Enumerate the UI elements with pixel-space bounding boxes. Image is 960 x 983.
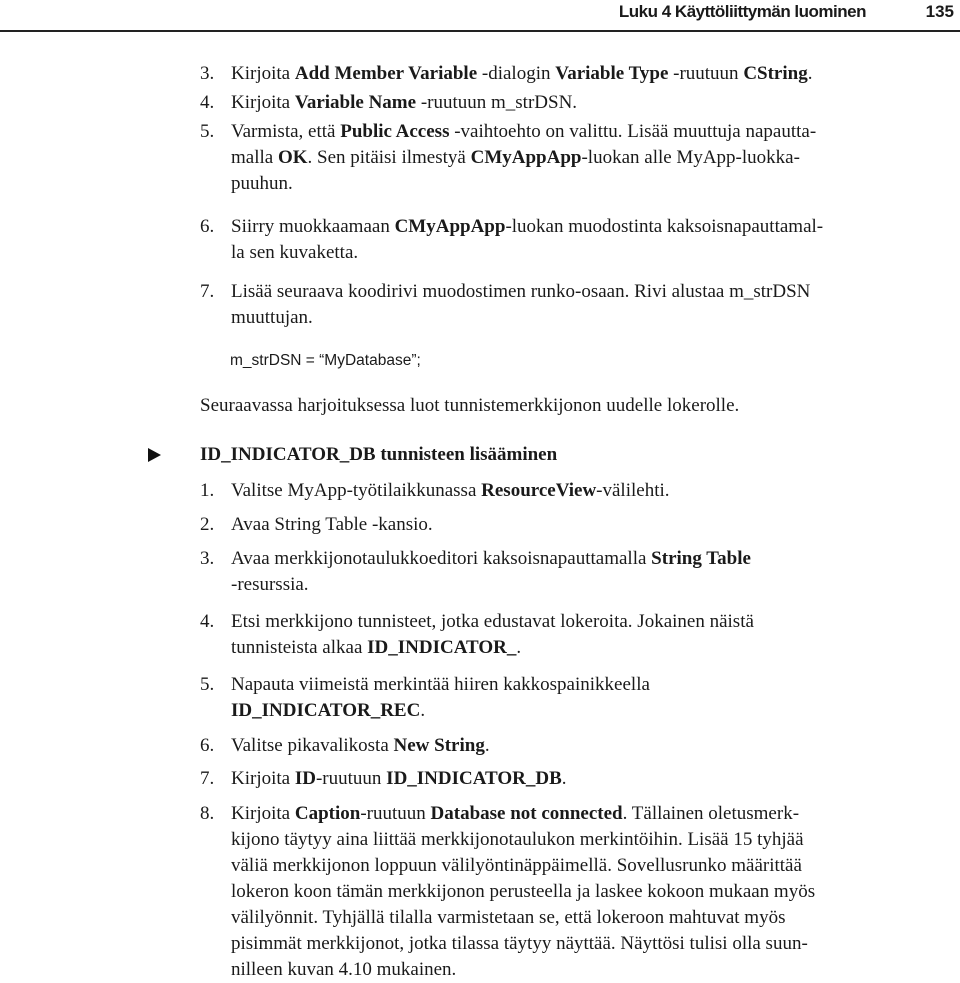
step-text-part: -luokan alle MyApp-luokka- xyxy=(581,147,800,168)
step-text xyxy=(231,609,940,661)
list-item xyxy=(200,801,940,983)
step-number: 6. xyxy=(200,735,215,756)
step-text-part: . Sen pitäisi ilmestyä xyxy=(307,147,471,168)
list-item xyxy=(200,478,940,504)
list-item xyxy=(200,119,940,197)
step-bold-term: CMyAppApp xyxy=(394,216,506,237)
step-number: 3. xyxy=(200,63,215,84)
step-number: 2. xyxy=(200,514,215,535)
step-number: 7. xyxy=(200,768,215,789)
step-text-part: Kirjoita xyxy=(231,768,295,789)
step-bold-term: OK xyxy=(277,147,308,168)
step-text xyxy=(231,733,940,759)
step-text xyxy=(231,214,940,266)
section-title: ID_INDICATOR_DB tunnisteen lisääminen xyxy=(200,444,558,465)
step-bold-term: New String xyxy=(393,735,485,756)
step-text-part: malla xyxy=(231,147,278,168)
step-bold-term: ResourceView xyxy=(481,480,597,501)
step-text-part: -ruutuun xyxy=(315,768,387,789)
step-text-part: Napauta viimeistä merkintää hiiren kakkospainikkeella xyxy=(231,674,650,695)
step-number: 8. xyxy=(200,803,215,824)
step-text xyxy=(231,672,940,724)
step-text-part: kijono täytyy aina liittää merkkijonotaulukon merkintöihin. Lisää 15 tyhjää xyxy=(231,829,804,850)
step-text-part: . xyxy=(420,700,426,721)
step-text-part: . Tällainen oletusmerk- xyxy=(622,803,800,824)
step-text xyxy=(231,279,940,331)
step-text xyxy=(231,61,940,87)
step-text-part: -vaihtoehto on valittu. Lisää muuttuja napautta- xyxy=(449,121,817,142)
step-text-part: . xyxy=(484,735,490,756)
chapter-title: Luku 4 Käyttöliittymän luominen xyxy=(618,2,866,21)
step-text-part: la sen kuvaketta. xyxy=(231,242,359,263)
step-bold-term: CString xyxy=(743,63,808,84)
step-text-part: Kirjoita xyxy=(231,63,295,84)
step-text xyxy=(231,478,940,504)
step-text-part: Kirjoita xyxy=(231,92,295,113)
step-number: 1. xyxy=(200,480,215,501)
step-text-part: tunnisteista alkaa xyxy=(231,637,368,658)
step-number: 6. xyxy=(200,216,215,237)
step-text-part: . xyxy=(561,768,567,789)
step-bold-term: ID_INDICATOR_DB xyxy=(386,768,562,789)
step-text-part: -ruutuun m_strDSN. xyxy=(416,92,578,113)
body-paragraph: Seuraavassa harjoituksessa luot tunnistemerkkijonon uudelle lokerolle. xyxy=(200,395,740,416)
page-header xyxy=(0,0,960,32)
code-line: m_strDSN = “MyDatabase”; xyxy=(230,352,421,369)
step-text-part: Etsi merkkijono tunnisteet, jotka edustavat lokeroita. Jokainen näistä xyxy=(231,611,754,632)
step-text-part: pisimmät merkkijonot, jotka tilassa täytyy näyttää. Näyttösi tulisi olla suun- xyxy=(231,933,808,954)
step-number: 4. xyxy=(200,92,215,113)
step-text: Avaa String Table -kansio. xyxy=(231,514,433,535)
step-text xyxy=(231,119,940,197)
step-text-part: -välilehti. xyxy=(596,480,670,501)
step-text xyxy=(231,546,940,598)
step-bold-term: Public Access xyxy=(340,121,450,142)
arrow-right-icon xyxy=(148,448,161,462)
step-bold-term: CMyAppApp xyxy=(470,147,582,168)
step-text-part: lokeron koon tämän merkkijonon perusteella ja laskee kokoon mukaan myös xyxy=(231,881,816,902)
step-number: 7. xyxy=(200,281,215,302)
step-number: 3. xyxy=(200,548,215,569)
step-text-part: . xyxy=(516,637,522,658)
list-item xyxy=(200,672,940,724)
step-text-part: Kirjoita xyxy=(231,803,295,824)
list-item xyxy=(200,609,940,661)
page-number: 135 xyxy=(925,2,954,21)
step-text-part: puuhun. xyxy=(231,173,293,194)
step-text-part: Valitse pikavalikosta xyxy=(231,735,394,756)
step-text-part: -dialogin xyxy=(477,63,556,84)
step-bold-term: ID_INDICATOR_ xyxy=(367,637,517,658)
list-item xyxy=(200,90,940,116)
list-item xyxy=(200,214,940,266)
step-text-part: Avaa merkkijonotaulukkoeditori kaksoisnapauttamalla xyxy=(231,548,652,569)
step-text-part: -luokan muodostinta kaksoisnapauttamal- xyxy=(505,216,824,237)
step-bold-term: Variable Type xyxy=(555,63,669,84)
step-text-part: muuttujan. xyxy=(231,307,313,328)
step-number: 5. xyxy=(200,121,215,142)
step-bold-term: String Table xyxy=(651,548,751,569)
step-text-part: . xyxy=(807,63,813,84)
step-bold-term: ID xyxy=(294,768,316,789)
list-item xyxy=(200,279,940,331)
list-item xyxy=(200,733,940,759)
step-number: 5. xyxy=(200,674,215,695)
step-text xyxy=(231,90,940,116)
step-text xyxy=(231,801,940,983)
step-bold-term: Variable Name xyxy=(294,92,417,113)
list-item xyxy=(200,61,940,87)
step-text-part: nilleen kuvan 4.10 mukainen. xyxy=(231,959,457,980)
step-text-part: Siirry muokkaamaan xyxy=(231,216,395,237)
step-bold-term: Database not connected xyxy=(430,803,623,824)
list-item xyxy=(200,546,940,598)
step-text-part: -ruutuun xyxy=(360,803,431,824)
step-text-part: Varmista, että xyxy=(231,121,341,142)
step-text-part: Valitse MyApp-työtilaikkunassa xyxy=(231,480,482,501)
step-text-part: Lisää seuraava koodirivi muodostimen runko-osaan. Rivi alustaa m_strDSN xyxy=(231,281,811,302)
step-text xyxy=(231,766,940,792)
list-item xyxy=(200,512,940,538)
step-text-part: väliä merkkijonon loppuun välilyöntinäppäimellä. Sovellusrunko määrittää xyxy=(231,855,802,876)
step-text-part: välilyönnit. Tyhjällä tilalla varmistetaan se, että lokeroon mahtuvat myös xyxy=(231,907,786,928)
step-number: 4. xyxy=(200,611,215,632)
list-item xyxy=(200,766,940,792)
step-bold-term: Add Member Variable xyxy=(294,63,478,84)
step-text-part: -ruutuun xyxy=(668,63,744,84)
step-bold-term: ID_INDICATOR_REC xyxy=(231,700,421,721)
step-bold-term: Caption xyxy=(294,803,361,824)
step-text-part: -resurssia. xyxy=(231,574,309,595)
